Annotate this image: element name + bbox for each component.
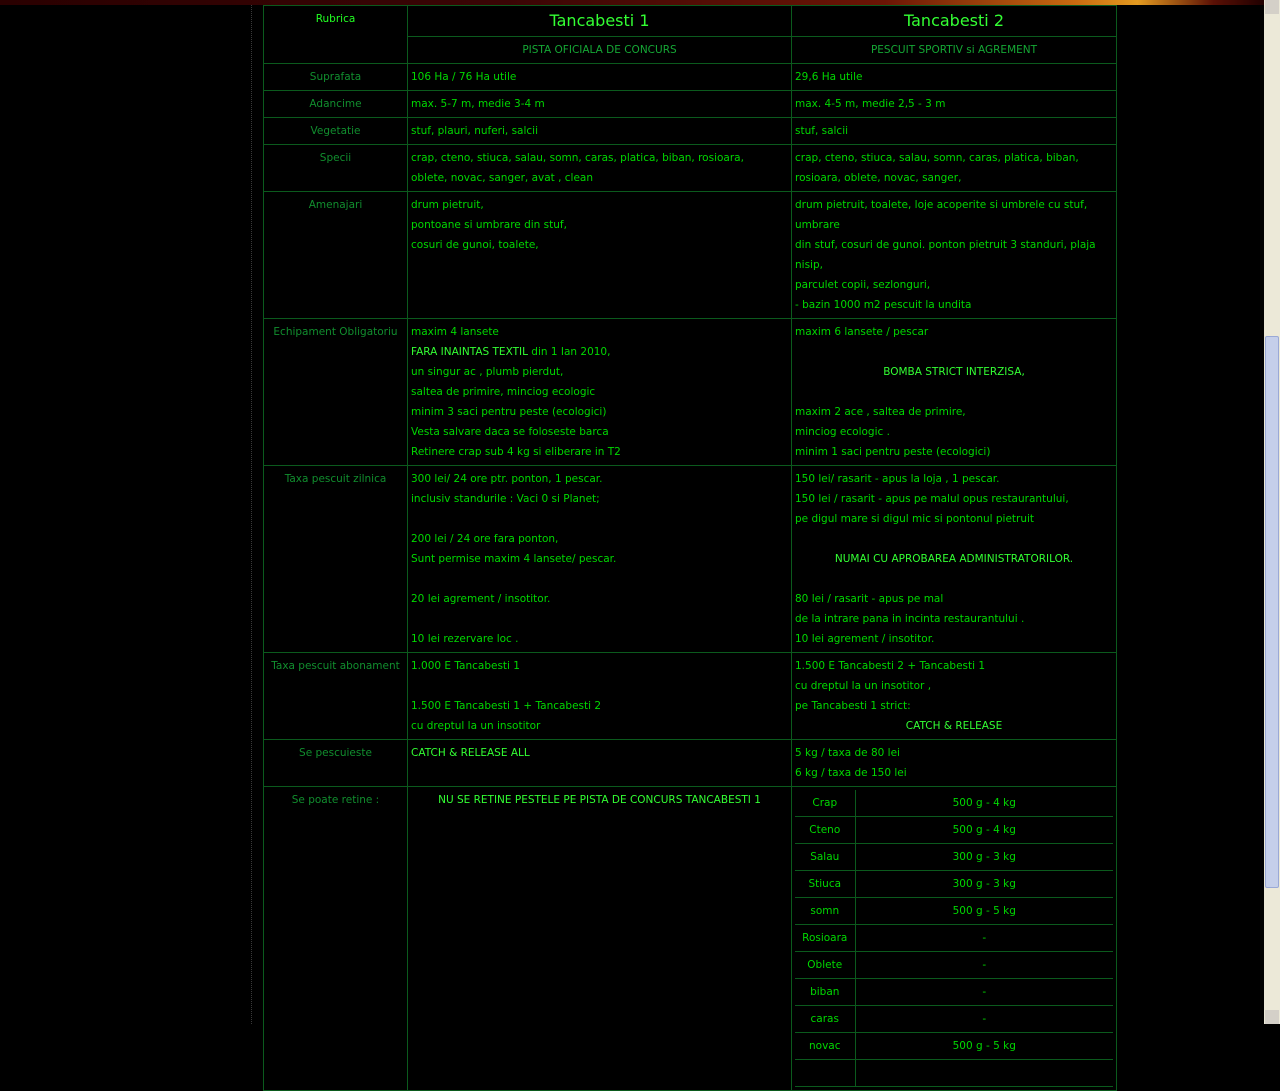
text-line: pontoane si umbrare din stuf, bbox=[411, 219, 567, 231]
text-line: minim 3 saci pentru peste (ecologici) bbox=[411, 406, 607, 418]
text-line: din stuf, cosuri de gunoi. ponton pietruit 3 standuri, plaja nisip, bbox=[795, 239, 1096, 271]
species-name: novac bbox=[795, 1033, 855, 1060]
t1-value bbox=[408, 319, 792, 466]
text-line: maxim 6 lansete / pescar bbox=[795, 326, 929, 338]
row-suprafata bbox=[264, 64, 1117, 91]
text-line: 5 kg / taxa de 80 lei bbox=[795, 747, 900, 759]
row-label: Specii bbox=[264, 145, 408, 192]
text-line: maxim 2 ace , saltea de primire, bbox=[795, 406, 966, 418]
weight-limit: 500 g - 5 kg bbox=[855, 898, 1113, 925]
text-line: minim 1 saci pentru peste (ecologici) bbox=[795, 446, 991, 458]
fishing-comparison-table bbox=[263, 5, 1117, 1091]
scroll-down-arrow-icon[interactable] bbox=[1265, 1010, 1279, 1024]
retention-row bbox=[795, 979, 1113, 1006]
row-label: Vegetatie bbox=[264, 118, 408, 145]
weight-limit: 500 g - 4 kg bbox=[855, 790, 1113, 817]
t1-value: stuf, plauri, nuferi, salcii bbox=[408, 118, 792, 145]
text-line: minciog ecologic . bbox=[795, 426, 890, 438]
weight-limit bbox=[855, 1060, 1113, 1087]
text-line: oblete, novac, sanger, avat , clean bbox=[411, 172, 594, 184]
t1-value: max. 5-7 m, medie 3-4 m bbox=[408, 91, 792, 118]
left-column-divider bbox=[251, 5, 252, 1024]
vertical-scrollbar[interactable] bbox=[1264, 0, 1280, 1024]
weight-limit: - bbox=[855, 979, 1113, 1006]
t2-value: max. 4-5 m, medie 2,5 - 3 m bbox=[792, 91, 1117, 118]
scroll-up-arrow-icon[interactable] bbox=[1265, 0, 1279, 14]
species-name bbox=[795, 1060, 855, 1087]
species-name: Oblete bbox=[795, 952, 855, 979]
text-line: pe digul mare si digul mic si pontonul pietruit bbox=[795, 513, 1035, 525]
tancabesti-1-title: Tancabesti 1 bbox=[408, 6, 792, 37]
t1-value: NU SE RETINE PESTELE PE PISTA DE CONCURS TANCABESTI 1 bbox=[408, 787, 792, 1091]
t1-value bbox=[408, 192, 792, 319]
text-line: rosioara, oblete, novac, sanger, bbox=[795, 172, 962, 184]
retention-row bbox=[795, 1033, 1113, 1060]
retention-row bbox=[795, 1006, 1113, 1033]
text-line: un singur ac , plumb pierdut, bbox=[411, 366, 564, 378]
emphasis-text: CATCH & RELEASE bbox=[905, 720, 1003, 732]
header-row bbox=[264, 6, 1117, 37]
t2-value bbox=[792, 319, 1117, 466]
row-vegetatie bbox=[264, 118, 1117, 145]
retention-row bbox=[795, 871, 1113, 898]
text-line: 6 kg / taxa de 150 lei bbox=[795, 767, 907, 779]
tancabesti-1-subtitle: PISTA OFICIALA DE CONCURS bbox=[408, 37, 792, 64]
text-line: parculet copii, sezlonguri, bbox=[795, 279, 931, 291]
species-name: Stiuca bbox=[795, 871, 855, 898]
emphasis-text: FARA INAINTAS TEXTIL bbox=[411, 346, 528, 358]
t1-value: 106 Ha / 76 Ha utile bbox=[408, 64, 792, 91]
text-line: 1.500 E Tancabesti 2 + Tancabesti 1 bbox=[795, 660, 986, 672]
row-adancime bbox=[264, 91, 1117, 118]
t2-value bbox=[792, 466, 1117, 653]
t2-value bbox=[792, 740, 1117, 787]
weight-limit: 300 g - 3 kg bbox=[855, 844, 1113, 871]
text-line: 150 lei/ rasarit - apus la loja , 1 pescar. bbox=[795, 473, 1000, 485]
text-line: 200 lei / 24 ore fara ponton, bbox=[411, 533, 559, 545]
retention-row bbox=[795, 1060, 1113, 1087]
text-fragment: din 1 Ian 2010, bbox=[527, 346, 611, 358]
species-name: Cteno bbox=[795, 817, 855, 844]
retention-row bbox=[795, 898, 1113, 925]
species-name: Crap bbox=[795, 790, 855, 817]
weight-limit: - bbox=[855, 1006, 1113, 1033]
t2-value bbox=[792, 653, 1117, 740]
text-line: Retinere crap sub 4 kg si eliberare in T2 bbox=[411, 446, 621, 458]
text-line: maxim 4 lansete bbox=[411, 326, 499, 338]
weight-limit: 500 g - 4 kg bbox=[855, 817, 1113, 844]
text-line: saltea de primire, minciog ecologic bbox=[411, 386, 596, 398]
text-line: pe Tancabesti 1 strict: bbox=[795, 700, 911, 712]
row-label: Se poate retine : bbox=[264, 787, 408, 1091]
text-line: Vesta salvare daca se foloseste barca bbox=[411, 426, 609, 438]
t2-value bbox=[792, 192, 1117, 319]
emphasis-text: CATCH & RELEASE ALL bbox=[411, 747, 530, 759]
row-se-poate-retine bbox=[264, 787, 1117, 1091]
t1-value bbox=[408, 740, 792, 787]
text-line: 1.000 E Tancabesti 1 bbox=[411, 660, 520, 672]
t2-retention-limits bbox=[792, 787, 1117, 1091]
row-se-pescuieste bbox=[264, 740, 1117, 787]
weight-limit: - bbox=[855, 925, 1113, 952]
text-line: de la intrare pana in incinta restaurantului . bbox=[795, 613, 1025, 625]
text-line: 150 lei / rasarit - apus pe malul opus restaurantului, bbox=[795, 493, 1069, 505]
row-taxa-zilnica bbox=[264, 466, 1117, 653]
text-line: drum pietruit, toalete, loje acoperite si umbrele cu stuf, umbrare bbox=[795, 199, 1088, 231]
species-name: biban bbox=[795, 979, 855, 1006]
t2-value: stuf, salcii bbox=[792, 118, 1117, 145]
retention-row bbox=[795, 844, 1113, 871]
retention-row bbox=[795, 952, 1113, 979]
text-line: - bazin 1000 m2 pescuit la undita bbox=[795, 299, 972, 311]
text-line: crap, cteno, stiuca, salau, somn, caras, platica, biban, rosioara, bbox=[411, 152, 744, 164]
text-line: cu dreptul la un insotitor , bbox=[795, 680, 932, 692]
rubrica-header: Rubrica bbox=[264, 6, 408, 64]
t2-value: 29,6 Ha utile bbox=[792, 64, 1117, 91]
retention-row bbox=[795, 817, 1113, 844]
weight-limit: - bbox=[855, 952, 1113, 979]
weight-limit: 500 g - 5 kg bbox=[855, 1033, 1113, 1060]
text-line: 80 lei / rasarit - apus pe mal bbox=[795, 593, 944, 605]
tancabesti-2-title: Tancabesti 2 bbox=[792, 6, 1117, 37]
row-label: Adancime bbox=[264, 91, 408, 118]
row-specii bbox=[264, 145, 1117, 192]
text-line: inclusiv standurile : Vaci 0 si Planet; bbox=[411, 493, 600, 505]
species-name: somn bbox=[795, 898, 855, 925]
emphasis-text: BOMBA STRICT INTERZISA, bbox=[883, 366, 1025, 378]
text-line: drum pietruit, bbox=[411, 199, 484, 211]
row-label: Taxa pescuit abonament bbox=[264, 653, 408, 740]
row-label: Taxa pescuit zilnica bbox=[264, 466, 408, 653]
weight-limit: 300 g - 3 kg bbox=[855, 871, 1113, 898]
text-line: cosuri de gunoi, toalete, bbox=[411, 239, 539, 251]
text-line: 10 lei agrement / insotitor. bbox=[795, 633, 935, 645]
retention-row bbox=[795, 790, 1113, 817]
t1-value bbox=[408, 145, 792, 192]
row-label: Amenajari bbox=[264, 192, 408, 319]
row-taxa-abonament bbox=[264, 653, 1117, 740]
row-echipament bbox=[264, 319, 1117, 466]
scrollbar-thumb[interactable] bbox=[1265, 336, 1279, 888]
text-line: 300 lei/ 24 ore ptr. ponton, 1 pescar. bbox=[411, 473, 603, 485]
row-amenajari bbox=[264, 192, 1117, 319]
text-line: 20 lei agrement / insotitor. bbox=[411, 593, 551, 605]
text-line: 10 lei rezervare loc . bbox=[411, 633, 519, 645]
row-label: Se pescuieste bbox=[264, 740, 408, 787]
t1-value bbox=[408, 466, 792, 653]
species-name: caras bbox=[795, 1006, 855, 1033]
species-name: Salau bbox=[795, 844, 855, 871]
text-line: cu dreptul la un insotitor bbox=[411, 720, 541, 732]
species-name: Rosioara bbox=[795, 925, 855, 952]
text-line: crap, cteno, stiuca, salau, somn, caras, platica, biban, bbox=[795, 152, 1079, 164]
text-line: 1.500 E Tancabesti 1 + Tancabesti 2 bbox=[411, 700, 602, 712]
text-line: Sunt permise maxim 4 lansete/ pescar. bbox=[411, 553, 617, 565]
row-label: Suprafata bbox=[264, 64, 408, 91]
emphasis-text: NUMAI CU APROBAREA ADMINISTRATORILOR. bbox=[834, 553, 1074, 565]
row-label: Echipament Obligatoriu bbox=[264, 319, 408, 466]
t1-value bbox=[408, 653, 792, 740]
t2-value bbox=[792, 145, 1117, 192]
tancabesti-2-subtitle: PESCUIT SPORTIV si AGREMENT bbox=[792, 37, 1117, 64]
retention-limits-table bbox=[795, 790, 1113, 1087]
retention-row bbox=[795, 925, 1113, 952]
text-line bbox=[411, 342, 788, 362]
